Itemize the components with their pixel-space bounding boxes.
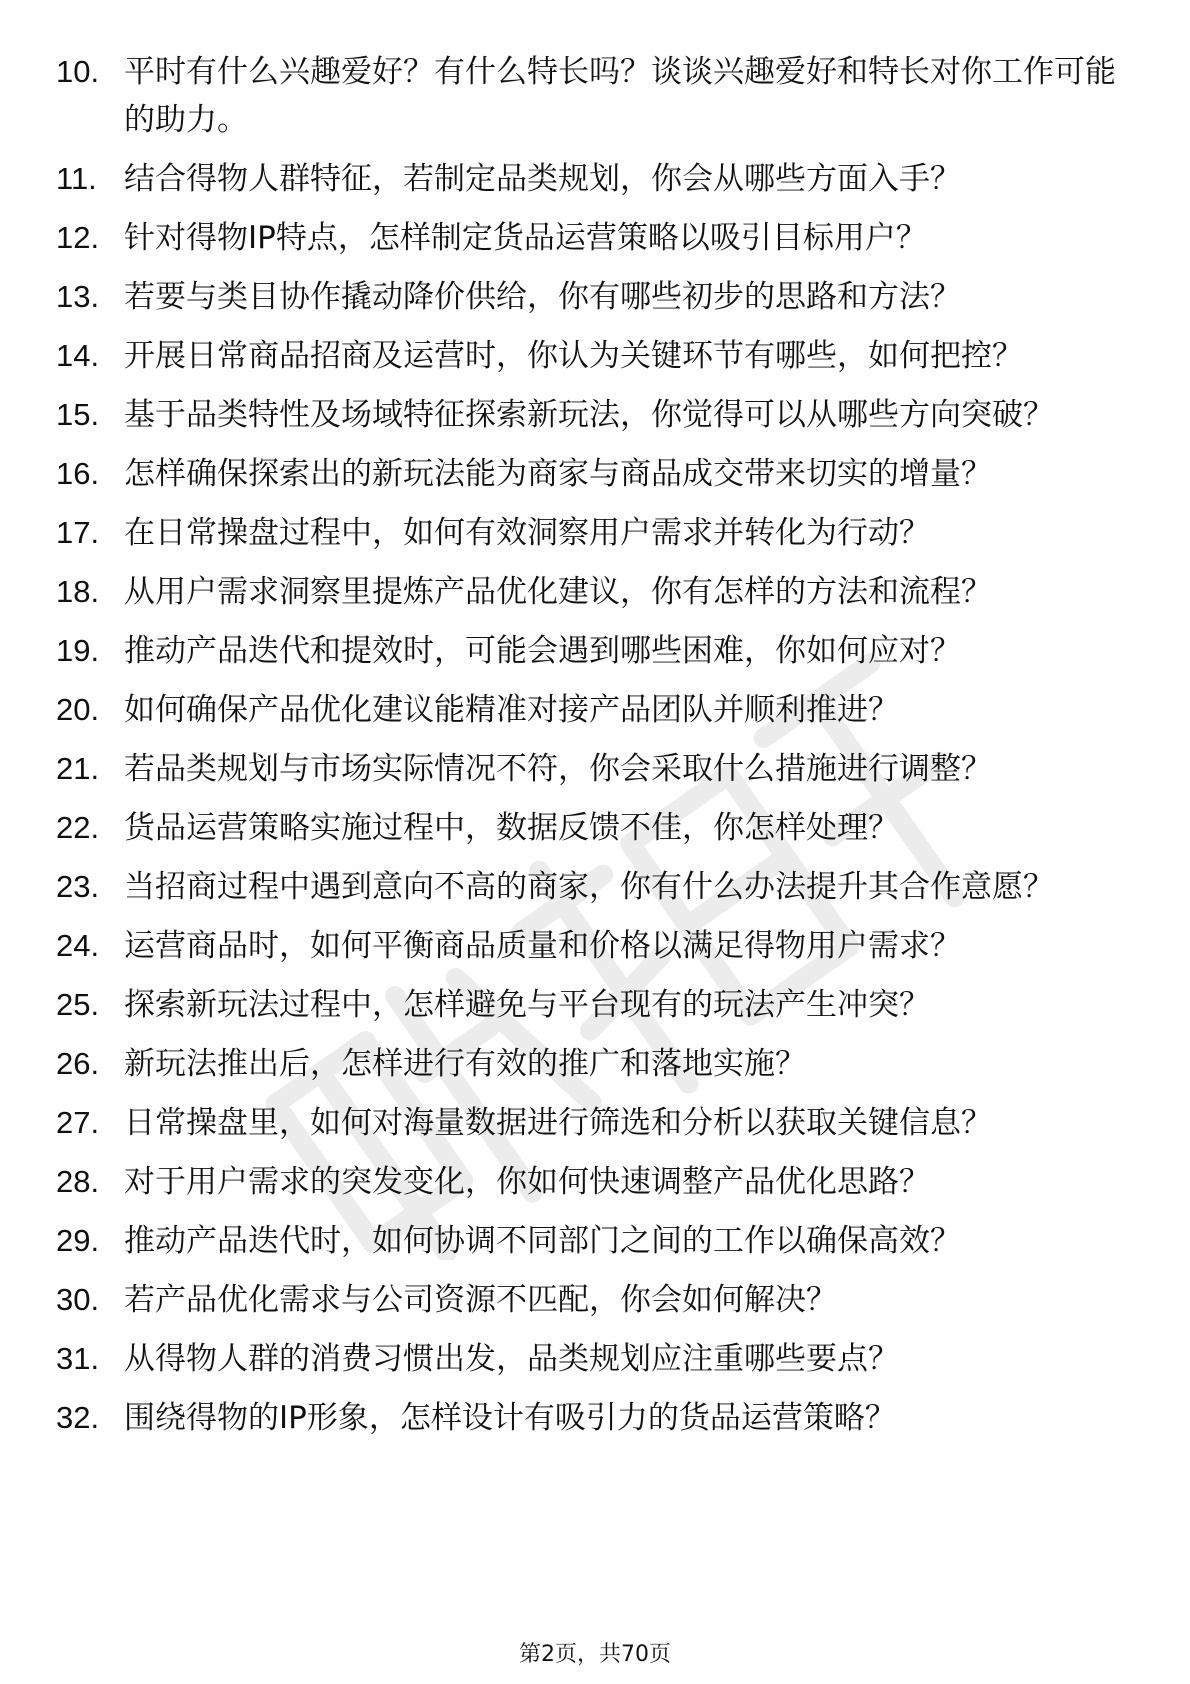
question-item: [56, 509, 1136, 557]
question-item: [56, 1335, 1136, 1383]
question-item: [56, 332, 1136, 380]
question-number: 32.: [56, 1400, 100, 1435]
question-number: 20.: [56, 692, 100, 727]
question-item: [56, 922, 1136, 970]
question-text: 从用户需求洞察里提炼产品优化建议，你有怎样的方法和流程？: [124, 574, 992, 610]
question-number: 30.: [56, 1282, 100, 1317]
question-text: 怎样确保探索出的新玩法能为商家与商品成交带来切实的增量？: [124, 456, 992, 492]
question-item: [56, 1276, 1136, 1324]
question-number: 21.: [56, 751, 100, 786]
question-number: 15.: [56, 397, 100, 432]
question-number: 23.: [56, 869, 100, 904]
question-text: 在日常操盘过程中，如何有效洞察用户需求并转化为行动？: [124, 515, 930, 551]
question-text: 围绕得物的IP形象，怎样设计有吸引力的货品运营策略？: [124, 1400, 896, 1436]
question-number: 25.: [56, 987, 100, 1022]
question-number: 22.: [56, 810, 100, 845]
question-text: 若产品优化需求与公司资源不匹配，你会如何解决？: [124, 1282, 837, 1318]
question-item: [56, 391, 1136, 439]
question-number: 17.: [56, 515, 100, 550]
question-text: 若要与类目协作撬动降价供给，你有哪些初步的思路和方法？: [124, 279, 961, 315]
question-item: [56, 686, 1136, 734]
question-list: [56, 48, 1136, 1453]
question-item: [56, 981, 1136, 1029]
question-text: 当招商过程中遇到意向不高的商家，你有什么办法提升其合作意愿？: [124, 869, 1054, 905]
question-item: [56, 273, 1136, 321]
question-text: 从得物人群的消费习惯出发，品类规划应注重哪些要点？: [124, 1341, 899, 1377]
question-text: 结合得物人群特征，若制定品类规划，你会从哪些方面入手？: [124, 161, 961, 197]
question-number: 13.: [56, 279, 100, 314]
question-text: 若品类规划与市场实际情况不符，你会采取什么措施进行调整？: [124, 751, 992, 787]
question-text: 新玩法推出后，怎样进行有效的推广和落地实施？: [124, 1046, 806, 1082]
question-number: 28.: [56, 1164, 100, 1199]
question-number: 12.: [56, 220, 100, 255]
question-item: [56, 1099, 1136, 1147]
question-item: [56, 745, 1136, 793]
question-number: 18.: [56, 574, 100, 609]
question-text: 日常操盘里，如何对海量数据进行筛选和分析以获取关键信息？: [124, 1105, 992, 1141]
question-text: 推动产品迭代时，如何协调不同部门之间的工作以确保高效？: [124, 1223, 961, 1259]
question-number: 11.: [56, 161, 97, 196]
page-footer: [0, 1640, 1190, 1670]
question-item: [56, 1394, 1136, 1442]
question-number: 14.: [56, 338, 100, 373]
question-item: [56, 568, 1136, 616]
question-text: 平时有什么兴趣爱好？有什么特长吗？谈谈兴趣爱好和特长对你工作可能的助力。: [124, 54, 1116, 138]
question-text: 针对得物IP特点，怎样制定货品运营策略以吸引目标用户？: [124, 220, 927, 256]
question-number: 31.: [56, 1341, 100, 1376]
question-text: 如何确保产品优化建议能精准对接产品团队并顺利推进？: [124, 692, 899, 728]
question-item: [56, 1217, 1136, 1265]
question-item: [56, 1040, 1136, 1088]
question-item: [56, 1158, 1136, 1206]
question-text: 对于用户需求的突发变化，你如何快速调整产品优化思路？: [124, 1164, 930, 1200]
question-text: 开展日常商品招商及运营时，你认为关键环节有哪些，如何把控？: [124, 338, 1023, 374]
question-item: [56, 48, 1136, 144]
question-text: 基于品类特性及场域特征探索新玩法，你觉得可以从哪些方向突破？: [124, 397, 1054, 433]
question-text: 推动产品迭代和提效时，可能会遇到哪些困难，你如何应对？: [124, 633, 961, 669]
question-item: [56, 863, 1136, 911]
question-number: 27.: [56, 1105, 100, 1140]
question-item: [56, 627, 1136, 675]
question-item: [56, 450, 1136, 498]
question-number: 29.: [56, 1223, 100, 1258]
question-number: 26.: [56, 1046, 100, 1081]
question-number: 16.: [56, 456, 100, 491]
page-number-label: 第2页，共70页: [519, 1642, 671, 1667]
question-text: 运营商品时，如何平衡商品质量和价格以满足得物用户需求？: [124, 928, 961, 964]
question-number: 10.: [56, 54, 100, 89]
question-text: 探索新玩法过程中，怎样避免与平台现有的玩法产生冲突？: [124, 987, 930, 1023]
question-item: [56, 804, 1136, 852]
question-text: 货品运营策略实施过程中，数据反馈不佳，你怎样处理？: [124, 810, 899, 846]
question-number: 19.: [56, 633, 100, 668]
question-item: [56, 155, 1136, 203]
question-number: 24.: [56, 928, 100, 963]
question-item: [56, 214, 1136, 262]
